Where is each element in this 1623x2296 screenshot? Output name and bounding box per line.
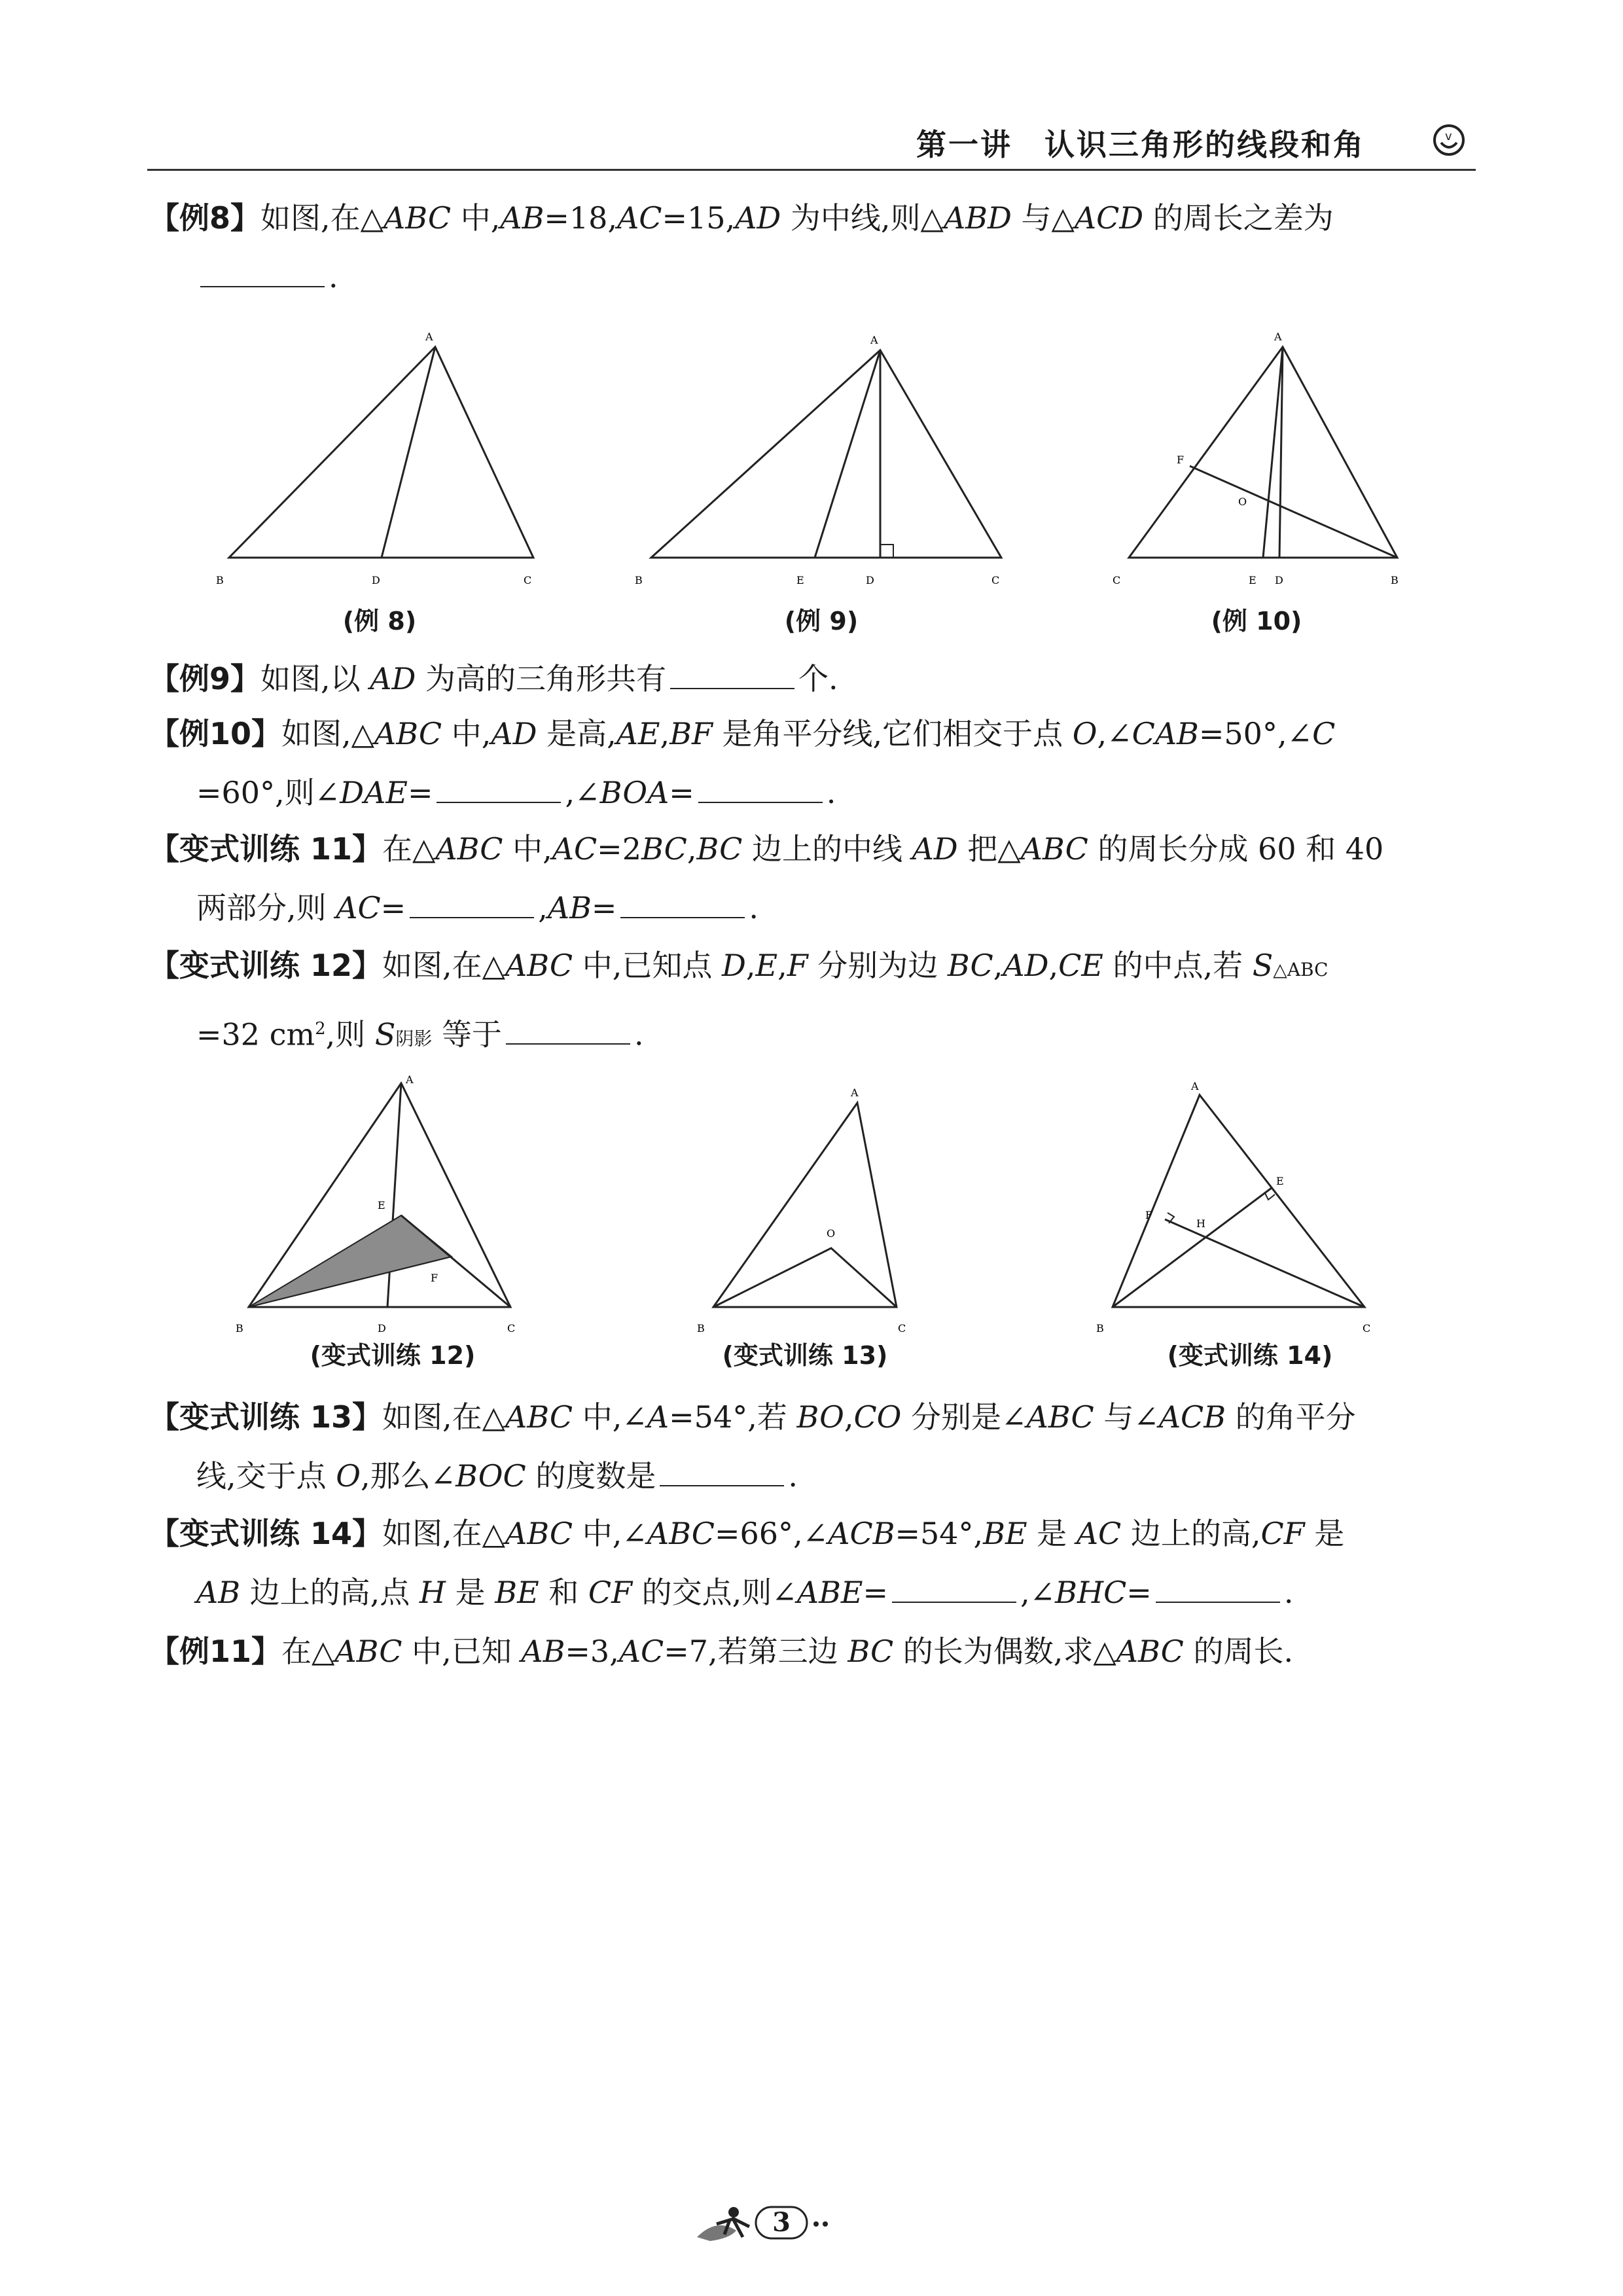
example-8: 【例8】如图,在△ABC 中,AB=18,AC=15,AD 为中线,则△ABD 与△ACD 的周长之差为 .	[149, 200, 1334, 295]
example-10: 【例10】如图,△ABC 中,AD 是高,AE,BF 是角平分线,它们相交于点 O,∠CAB=50°,∠C =60°,则∠DAE= ,∠BOA= .	[149, 716, 1336, 810]
label-B: B	[635, 574, 643, 586]
label-A: A	[1274, 331, 1282, 343]
label-B: B	[236, 1322, 243, 1335]
answer-blank	[892, 1601, 1016, 1603]
smiley-icon	[1432, 123, 1466, 157]
label-D: D	[1275, 574, 1283, 586]
caption-example-9: (例 9)	[784, 607, 859, 636]
answer-blank	[1156, 1601, 1280, 1603]
label-A: A	[870, 334, 878, 346]
answer-blank	[506, 1043, 630, 1045]
label-A: A	[851, 1086, 859, 1099]
answer-blank	[698, 801, 823, 803]
label-O: O	[1238, 495, 1247, 508]
example-11: 【例11】在△ABC 中,已知 AB=3,AC=7,若第三边 BC 的长为偶数,求△ABC 的周长.	[149, 1634, 1294, 1669]
answer-blank	[670, 687, 794, 689]
figure-example-8	[203, 314, 569, 602]
page-number-badge	[690, 2198, 841, 2250]
label-A: A	[425, 331, 433, 343]
label-F: F	[1145, 1209, 1153, 1221]
example-9: 【例9】如图,以 AD 为高的三角形共有 个.	[149, 661, 838, 696]
answer-blank	[620, 916, 745, 918]
label-H: H	[1196, 1217, 1205, 1230]
figure-example-10	[1093, 314, 1433, 602]
answer-blank	[660, 1484, 784, 1486]
page-number: 3	[772, 2207, 791, 2238]
label-D: D	[866, 574, 874, 586]
label-D: D	[372, 574, 380, 586]
chapter-title: 第一讲 认识三角形的线段和角	[916, 127, 1365, 162]
caption-variant-12: (变式训练 12)	[310, 1341, 476, 1370]
header-rule	[147, 169, 1476, 171]
label-O: O	[827, 1227, 836, 1240]
figure-variant-13	[687, 1064, 949, 1338]
svg-text:v: v	[1445, 130, 1452, 143]
label-E: E	[796, 574, 804, 586]
answer-blank	[410, 916, 534, 918]
caption-example-8: (例 8)	[342, 607, 417, 636]
label-D: D	[378, 1322, 386, 1335]
label-F: F	[1177, 454, 1185, 466]
label-B: B	[1096, 1322, 1104, 1335]
label-C: C	[524, 574, 532, 586]
label-A: A	[1191, 1080, 1199, 1092]
variant-13: 【变式训练 13】如图,在△ABC 中,∠A=54°,若 BO,CO 分别是∠ABC 与∠ACB 的角平分 线,交于点 O,那么∠BOC 的度数是 .	[149, 1399, 1356, 1494]
label-C: C	[1113, 574, 1121, 586]
label-C: C	[991, 574, 1000, 586]
answer-blank	[200, 285, 325, 287]
label-C: C	[1363, 1322, 1371, 1335]
figure-example-9	[625, 314, 1031, 602]
variant-14: 【变式训练 14】如图,在△ABC 中,∠ABC=66°,∠ACB=54°,BE 是 AC 边上的高,CF 是 AB 边上的高,点 H 是 BE 和 CF 的交点,则∠ABE= ,∠BHC= .	[149, 1516, 1345, 1610]
label-C: C	[507, 1322, 516, 1335]
label-C: C	[898, 1322, 906, 1335]
caption-example-10: (例 10)	[1211, 607, 1302, 636]
variant-12: 【变式训练 12】如图,在△ABC 中,已知点 D,E,F 分别为边 BC,AD,CE 的中点,若 S△ABC =32 $cm^2$,则 S阴影 等于 .	[149, 948, 1329, 1052]
label-B: B	[1391, 574, 1399, 586]
caption-variant-13: (变式训练 13)	[722, 1341, 888, 1370]
label-B: B	[697, 1322, 705, 1335]
answer-blank	[437, 801, 561, 803]
label-E: E	[1276, 1175, 1284, 1187]
label-E: E	[378, 1199, 385, 1211]
label-A: A	[406, 1073, 414, 1086]
label-F: F	[431, 1272, 438, 1284]
caption-variant-14: (变式训练 14)	[1167, 1341, 1333, 1370]
variant-11: 【变式训练 11】在△ABC 中,AC=2BC,BC 边上的中线 AD 把△ABC 的周长分成 60 和 40 两部分,则 AC= ,AB= .	[149, 831, 1384, 925]
label-E: E	[1249, 574, 1257, 586]
figure-variant-14	[1093, 1064, 1407, 1338]
label-B: B	[216, 574, 224, 586]
figure-variant-12	[226, 1064, 533, 1338]
